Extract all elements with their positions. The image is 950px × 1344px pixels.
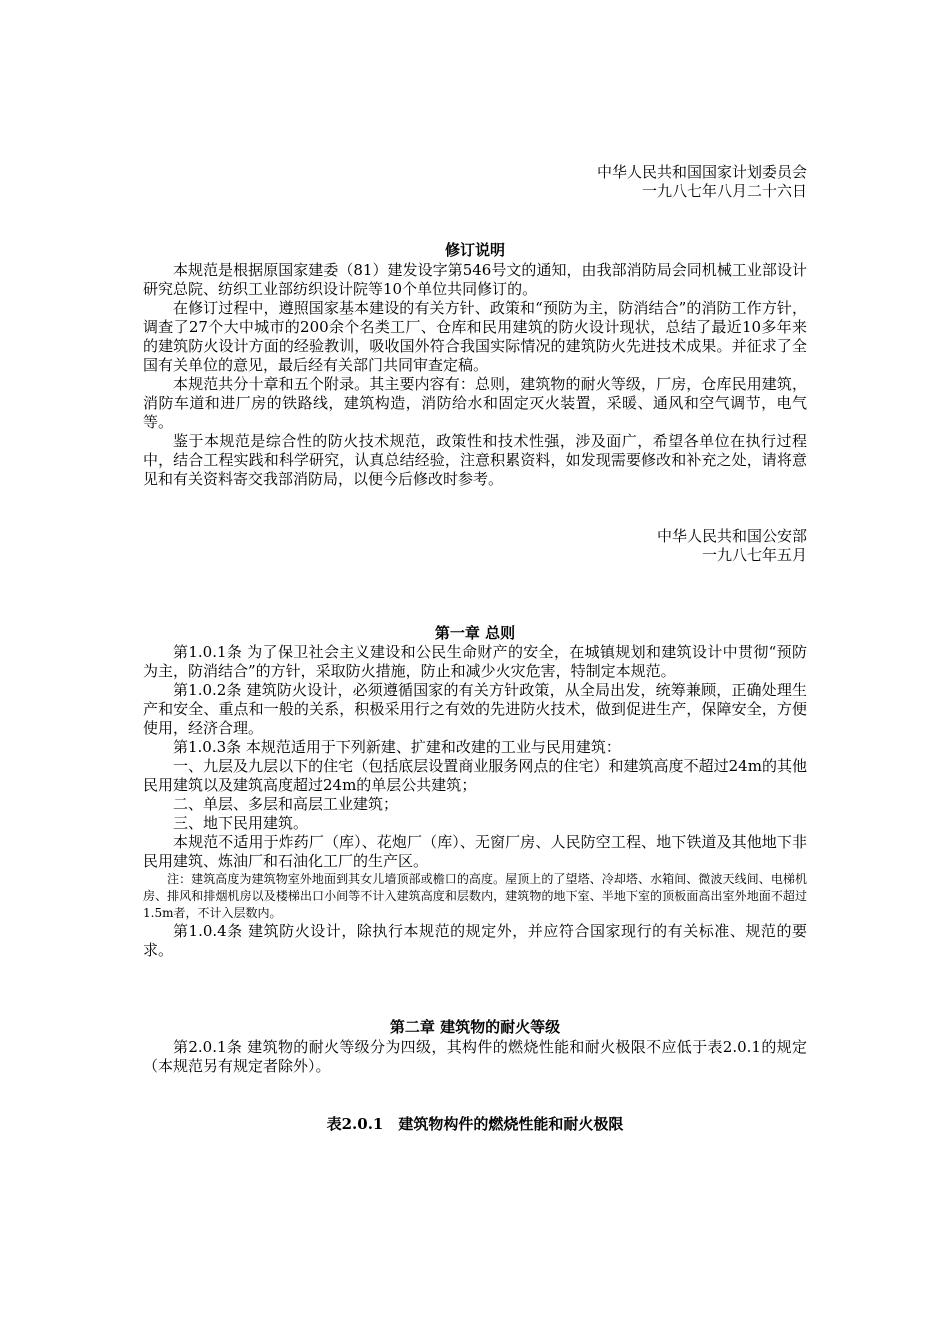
note: 注：建筑高度为建筑物室外地面到其女儿墙顶部或檐口的高度。屋顶上的了望塔、冷却塔、水箱间、微波天线间、电梯机房、排风和排烟机房以及楼梯出口小间等不计入建筑高度和层数内，建筑物的地下室、半地下室的顶板面高出室外地面不超过1.5m者，不计入层数内。	[143, 872, 807, 920]
article-1-0-4: 第1.0.4条 建筑防火设计，除执行本规范的规定外，并应符合国家现行的有关标准、规范的要求。	[143, 922, 807, 959]
chapter1-body	[143, 643, 807, 960]
signature-ministry	[657, 527, 807, 565]
signature-date: 一九八七年五月	[701, 546, 807, 564]
signature-commission	[597, 163, 807, 201]
revision-paragraph: 本规范是根据原国家建委（81）建发设字第546号文的通知，由我部消防局会同机械工业部设计研究总院、纺织工业部纺织设计院等10个单位共同修订的。	[143, 261, 807, 298]
revision-paragraph: 本规范共分十章和五个附录。其主要内容有：总则，建筑物的耐火等级，厂房，仓库民用建筑，消防车道和进厂房的铁路线，建筑构造，消防给水和固定灭火装置，采暖、通风和空气调节，电气等。	[143, 375, 807, 431]
table-title: 表2.0.1 建筑物构件的燃烧性能和耐火极限	[326, 1115, 624, 1133]
chapter2-body	[143, 1038, 807, 1076]
article-1-0-3: 第1.0.3条 本规范适用于下列新建、扩建和改建的工业与民用建筑：	[173, 738, 621, 756]
chapter2-title: 第二章 建筑物的耐火等级	[389, 1018, 561, 1036]
chapter1-title: 第一章 总则	[434, 624, 516, 642]
article-1-0-1: 第1.0.1条 为了保卫社会主义建设和公民生命财产的安全，在城镇规划和建筑设计中贯彻“预防为主，防消结合”的方针，采取防火措施，防止和减少火灾危害，特制定本规范。	[143, 643, 807, 680]
article-2-0-1: 第2.0.1条 建筑物的耐火等级分为四级，其构件的燃烧性能和耐火极限不应低于表2.0.1的规定（本规范另有规定者除外）。	[143, 1038, 807, 1075]
signature-date: 一九八七年八月二十六日	[641, 182, 807, 200]
revision-title: 修订说明	[444, 241, 505, 259]
article-1-0-2: 第1.0.2条 建筑防火设计，必须遵循国家的有关方针政策，从全局出发，统筹兼顾，正确处理生产和安全、重点和一般的关系，积极采用行之有效的先进防火技术，做到促进生产，保障安全，方便使用，经济合理。	[143, 681, 807, 737]
scope-exclusion: 本规范不适用于炸药厂（库）、花炮厂（库）、无窗厂房、人民防空工程、地下铁道及其他地下非民用建筑、炼油厂和石油化工厂的生产区。	[143, 833, 807, 870]
signature-org: 中华人民共和国国家计划委员会	[596, 163, 807, 181]
revision-body	[143, 261, 807, 489]
revision-paragraph: 鉴于本规范是综合性的防火技术规范，政策性和技术性强，涉及面广，希望各单位在执行过程中，结合工程实践和科学研究，认真总结经验，注意积累资料，如发现需要修改和补充之处，请将意见和有关资料寄交我部消防局，以便今后修改时参考。	[143, 432, 807, 488]
signature-org: 中华人民共和国公安部	[656, 527, 807, 545]
list-item: 二、单层、多层和高层工业建筑；	[173, 795, 399, 813]
list-item: 一、九层及九层以下的住宅（包括底层设置商业服务网点的住宅）和建筑高度不超过24m的其他民用建筑以及建筑高度超过24m的单层公共建筑；	[143, 757, 807, 794]
list-item: 三、地下民用建筑。	[173, 814, 309, 832]
revision-paragraph: 在修订过程中，遵照国家基本建设的有关方针、政策和“预防为主，防消结合”的消防工作方针，调查了27个大中城市的200余个名类工厂、仓库和民用建筑的防火设计现状，总结了最近10多年来的建筑防火设计方面的经验教训，吸收国外符合我国实际情况的建筑防火先进技术成果。并征求了全国有关单位的意见，最后经有关部门共同审查定稿。	[143, 299, 807, 374]
